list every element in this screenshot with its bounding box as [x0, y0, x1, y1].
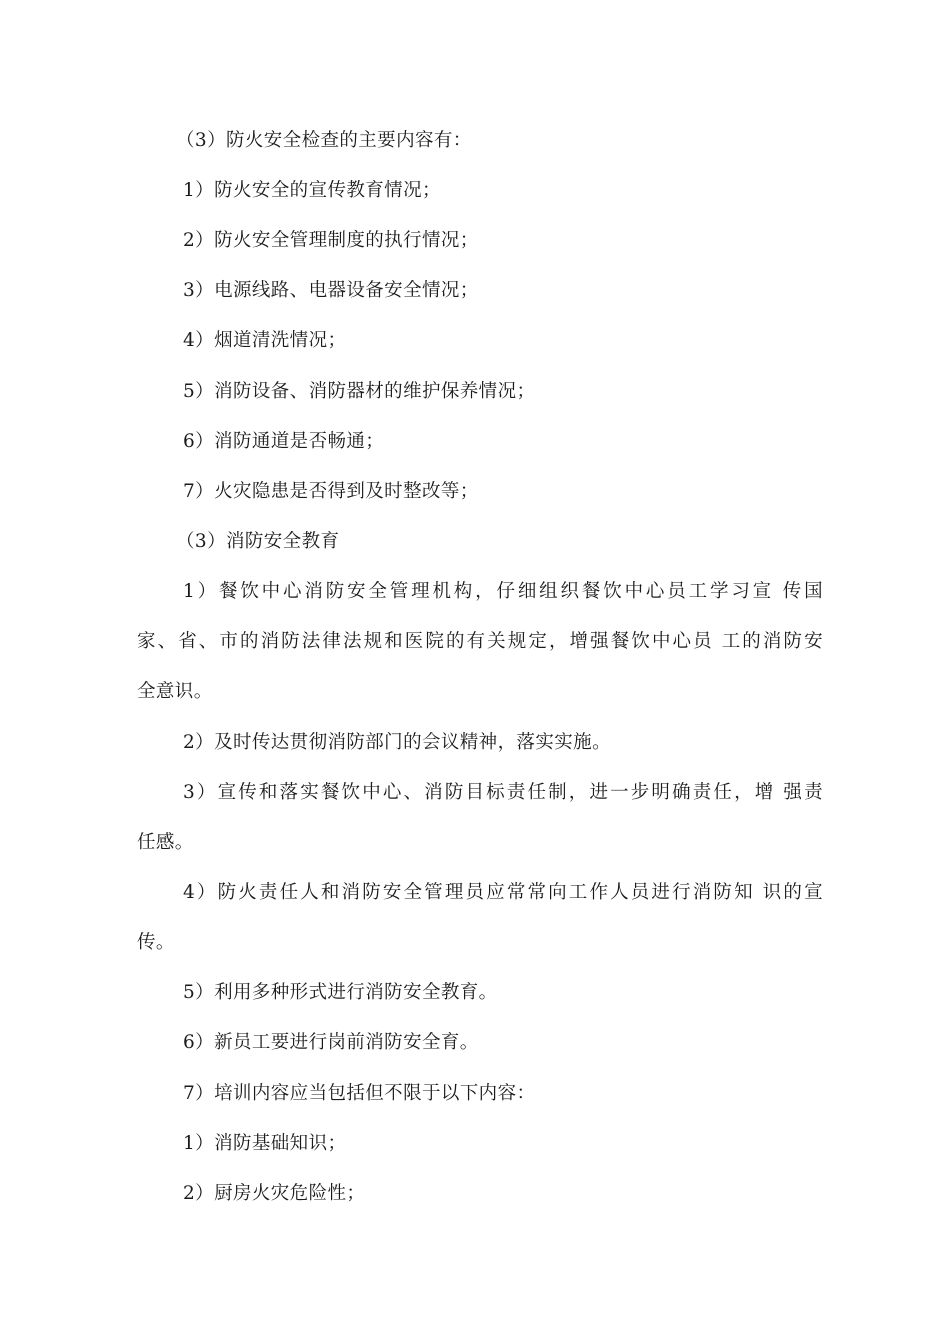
- list-item: 6）新员工要进行岗前消防安全育。: [183, 1032, 479, 1053]
- list-item: 7）火灾隐患是否得到及时整改等；: [183, 481, 479, 502]
- paragraph-line: 全意识。: [137, 681, 213, 702]
- paragraph-line: 4）防火责任人和消防安全管理员应常常向工作人员进行消防知 识的宣: [183, 882, 823, 903]
- paragraph-line: 3）宣传和落实餐饮中心、消防目标责任制，进一步明确责任，增 强责: [183, 782, 823, 803]
- section-heading-education: （3）消防安全教育: [176, 531, 340, 552]
- list-item: 2）厨房火灾危险性；: [183, 1183, 366, 1204]
- paragraph-line: 家、省、市的消防法律法规和医院的有关规定，增强餐饮中心员 工的消防安: [137, 631, 823, 652]
- list-item: 7）培训内容应当包括但不限于以下内容：: [183, 1083, 536, 1104]
- list-item: 1）消防基础知识；: [183, 1133, 347, 1154]
- list-item: 5）消防设备、消防器材的维护保养情况；: [183, 381, 536, 402]
- list-item: 3）电源线路、电器设备安全情况；: [183, 280, 479, 301]
- list-item: 1）防火安全的宣传教育情况；: [183, 180, 441, 201]
- paragraph-line: 任感。: [137, 832, 194, 853]
- list-item: 2）及时传达贯彻消防部门的会议精神，落实实施。: [183, 732, 611, 753]
- list-item: 2）防火安全管理制度的执行情况；: [183, 230, 479, 251]
- list-item: 5）利用多种形式进行消防安全教育。: [183, 982, 498, 1003]
- paragraph-line: 1）餐饮中心消防安全管理机构，仔细组织餐饮中心员工学习宣 传国: [183, 581, 823, 602]
- paragraph-line: 传。: [137, 932, 175, 953]
- list-item: 6）消防通道是否畅通；: [183, 431, 385, 452]
- section-heading-inspection: （3）防火安全检查的主要内容有：: [176, 130, 472, 151]
- list-item: 4）烟道清洗情况；: [183, 330, 347, 351]
